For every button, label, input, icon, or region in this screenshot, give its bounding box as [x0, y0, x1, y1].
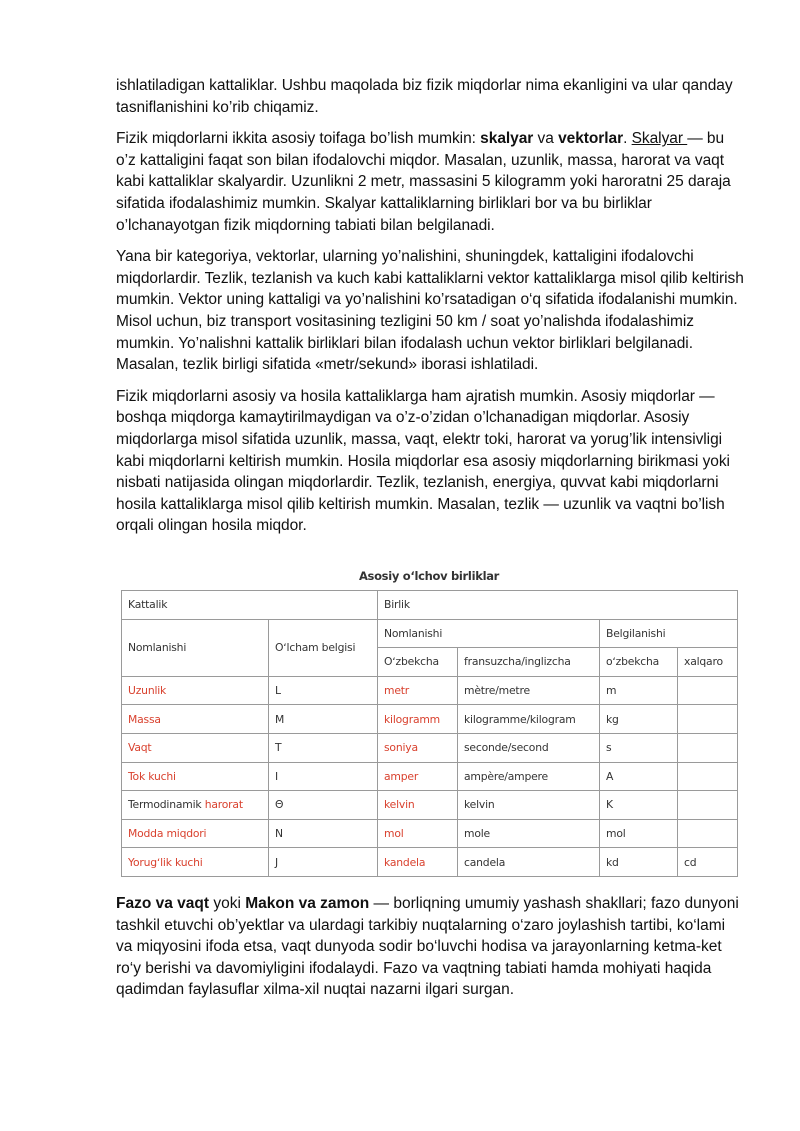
- quantity-name-highlight: Vaqt: [128, 741, 152, 755]
- header-nomlanishi: Nomlanishi: [122, 619, 269, 676]
- symbol-uzbek-cell: A: [600, 762, 678, 791]
- quantity-name-cell: [122, 819, 269, 848]
- scalar-text-2: va: [533, 130, 559, 148]
- vector-paragraph: [116, 246, 744, 376]
- vector-text: Yana bir kategoriya, vektorlar, ularning yo’nalishini, shuningdek, kattaligini ifodalovchi miqdorlardir. Tezlik, tezlanish va kuch kabi kattaliklarni vektor kattaliklarga misol qilib keltirish mumkin. Vektor uning kattaligi va yo’nalishini ko’rsatadigan o‘q sifatida ifodalanishi mumkin. Misol uchun, biz transport vositasining tezligini 50 km / soat yo’nalishda ifodalashimiz mumkin. Yo’nalishni kattalik birliklari bilan ifodalash uchun vektor birliklari belgilanadi. Masalan, tezlik birligi sifatida «metr/sekund» iborasi ishlatiladi.: [116, 248, 744, 374]
- unit-uzbek-cell: kilogramm: [378, 705, 458, 734]
- table-row: [122, 762, 738, 791]
- symbol-international-cell: [678, 733, 738, 762]
- symbol-international-cell: [678, 819, 738, 848]
- header-belgilanishi: Belgilanishi: [600, 619, 738, 648]
- dimension-symbol-cell: N: [269, 819, 378, 848]
- header-fransuzcha: fransuzcha/inglizcha: [458, 648, 600, 677]
- space-time-text-1: yoki: [209, 895, 246, 912]
- quantity-name-cell: [122, 705, 269, 734]
- symbol-international-cell: [678, 791, 738, 820]
- symbol-uzbek-cell: m: [600, 676, 678, 705]
- table-header-row-1: [122, 591, 738, 620]
- unit-french-english-cell: kilogramme/kilogram: [458, 705, 600, 734]
- unit-french-english-cell: ampère/ampere: [458, 762, 600, 791]
- quantity-name-cell: [122, 676, 269, 705]
- unit-french-english-cell: seconde/second: [458, 733, 600, 762]
- space-time-term-2: Makon va zamon: [245, 895, 370, 912]
- dimension-symbol-cell: Θ: [269, 791, 378, 820]
- unit-uzbek-cell: kelvin: [378, 791, 458, 820]
- unit-uzbek-cell: kandela: [378, 848, 458, 877]
- scalar-underlined-term: Skalyar: [631, 130, 688, 148]
- symbol-uzbek-cell: s: [600, 733, 678, 762]
- table-row: [122, 791, 738, 820]
- unit-french-english-cell: kelvin: [458, 791, 600, 820]
- table-row: [122, 676, 738, 705]
- vector-bold-term: vektorlar: [558, 130, 624, 148]
- scalar-text-3: .: [623, 130, 632, 148]
- quantity-name-cell: [122, 733, 269, 762]
- quantity-name-highlight: Modda miqdori: [128, 827, 207, 841]
- base-derived-text: Fizik miqdorlarni asosiy va hosila kattaliklarga ham ajratish mumkin. Asosiy miqdorlar — boshqa miqdorga kamaytirilmaydigan va o’z-o’zidan o’lchanadigan miqdorlar. Asosiy miqdorlarga misol sifatida uzunlik, massa, vaqt, elektr toki, harorat va yorug’lik intensivligi kabi miqdorlarni keltirish mumkin. Hosila miqdorlar esa asosiy miqdorlarning birikmasi yoki nisbati natijasida olingan miqdorlardir. Tezlik, tezlanish, energiya, quvvat kabi miqdorlarni hosila kattaliklarga misol qilib keltirish mumkin. Masalan, tezlik — uzunlik va vaqtni bo’lish orqali olingan hosila miqdor.: [116, 387, 730, 535]
- units-table: [121, 590, 738, 877]
- table-row: [122, 733, 738, 762]
- header-olcham-belgisi: Oʻlcham belgisi: [269, 619, 378, 676]
- table-row: [122, 705, 738, 734]
- quantity-name-cell: [122, 848, 269, 877]
- symbol-international-cell: [678, 676, 738, 705]
- quantity-name-cell: [122, 791, 269, 820]
- header-birlik: Birlik: [378, 591, 738, 620]
- body-text-top: [116, 75, 744, 547]
- units-table-body: [122, 676, 738, 876]
- scalar-bold-term: skalyar: [480, 130, 534, 148]
- unit-french-english-cell: mole: [458, 819, 600, 848]
- intro-text: ishlatiladigan kattaliklar. Ushbu maqolada biz fizik miqdorlar nima ekanligini va ular qanday tasniflanishini ko’rib chiqamiz.: [116, 77, 733, 116]
- quantity-name-highlight: Yorugʻlik kuchi: [128, 855, 203, 869]
- scalar-text-4: — bu o’z kattaligini faqat son bilan ifodalovchi miqdor. Masalan, uzunlik, massa, harorat va vaqt kabi kattaliklar skalyardir. Uzunlikni 2 metr, massasini 5 kilogramm yoki haroratni 25 daraja sifatida ifodalashimiz mumkin. Skalyar kattaliklarning birliklari bor va bu birliklar o’lchanayotgan fizik miqdorning tabiati bilan belgilanadi.: [116, 130, 731, 234]
- scalar-paragraph: [116, 128, 744, 236]
- header-birlik-nomlanishi: Nomlanishi: [378, 619, 600, 648]
- dimension-symbol-cell: J: [269, 848, 378, 877]
- table-row: [122, 819, 738, 848]
- quantity-name-highlight: harorat: [204, 798, 243, 812]
- units-figure: [121, 566, 737, 877]
- unit-uzbek-cell: soniya: [378, 733, 458, 762]
- header-xalqaro: xalqaro: [678, 648, 738, 677]
- symbol-international-cell: cd: [678, 848, 738, 877]
- quantity-name-cell: [122, 762, 269, 791]
- symbol-uzbek-cell: K: [600, 791, 678, 820]
- body-text-bottom: [116, 893, 744, 1001]
- header-ozbekcha-symbol: oʻzbekcha: [600, 648, 678, 677]
- intro-paragraph: [116, 75, 744, 118]
- unit-uzbek-cell: mol: [378, 819, 458, 848]
- quantity-name-plain: Termodinamik: [128, 798, 205, 812]
- space-time-text-2: — borliqning umumiy yashash shakllari; fazo dunyoni tashkil etuvchi ob’yektlar va ulardagi tarkibiy nuqtalarning o‘zaro joylashish tartibi, ko‘lami va miqyosini ifoda etsa, vaqt dunyoda sodir bo‘luvchi hodisa va jarayonlarning ketma-ket ro‘y berishi va davomiyligini ifodalaydi. Fazo va vaqtning tabiati hamda mohiyati haqida qadimdan faylasuflar xilma-xil nuqtai nazarni ilgari surgan.: [116, 895, 739, 999]
- symbol-uzbek-cell: kd: [600, 848, 678, 877]
- quantity-name-highlight: Massa: [128, 712, 161, 726]
- figure-title: Asosiy oʻlchov birliklar: [358, 569, 500, 583]
- base-derived-paragraph: [116, 386, 744, 537]
- space-time-paragraph: [116, 893, 744, 1001]
- space-time-term-1: Fazo va vaqt: [116, 895, 210, 912]
- quantity-name-highlight: Uzunlik: [128, 684, 167, 698]
- dimension-symbol-cell: L: [269, 676, 378, 705]
- unit-french-english-cell: candela: [458, 848, 600, 877]
- table-header-row-2: [122, 619, 738, 648]
- table-row: [122, 848, 738, 877]
- header-kattalik: Kattalik: [122, 591, 378, 620]
- symbol-uzbek-cell: mol: [600, 819, 678, 848]
- symbol-international-cell: [678, 705, 738, 734]
- dimension-symbol-cell: T: [269, 733, 378, 762]
- scalar-text-1: Fizik miqdorlarni ikkita asosiy toifaga bo’lish mumkin:: [116, 130, 481, 148]
- header-ozbekcha: Oʻzbekcha: [378, 648, 458, 677]
- unit-uzbek-cell: amper: [378, 762, 458, 791]
- quantity-name-highlight: Tok kuchi: [128, 769, 176, 783]
- symbol-uzbek-cell: kg: [600, 705, 678, 734]
- symbol-international-cell: [678, 762, 738, 791]
- dimension-symbol-cell: I: [269, 762, 378, 791]
- unit-french-english-cell: mètre/metre: [458, 676, 600, 705]
- unit-uzbek-cell: metr: [378, 676, 458, 705]
- dimension-symbol-cell: M: [269, 705, 378, 734]
